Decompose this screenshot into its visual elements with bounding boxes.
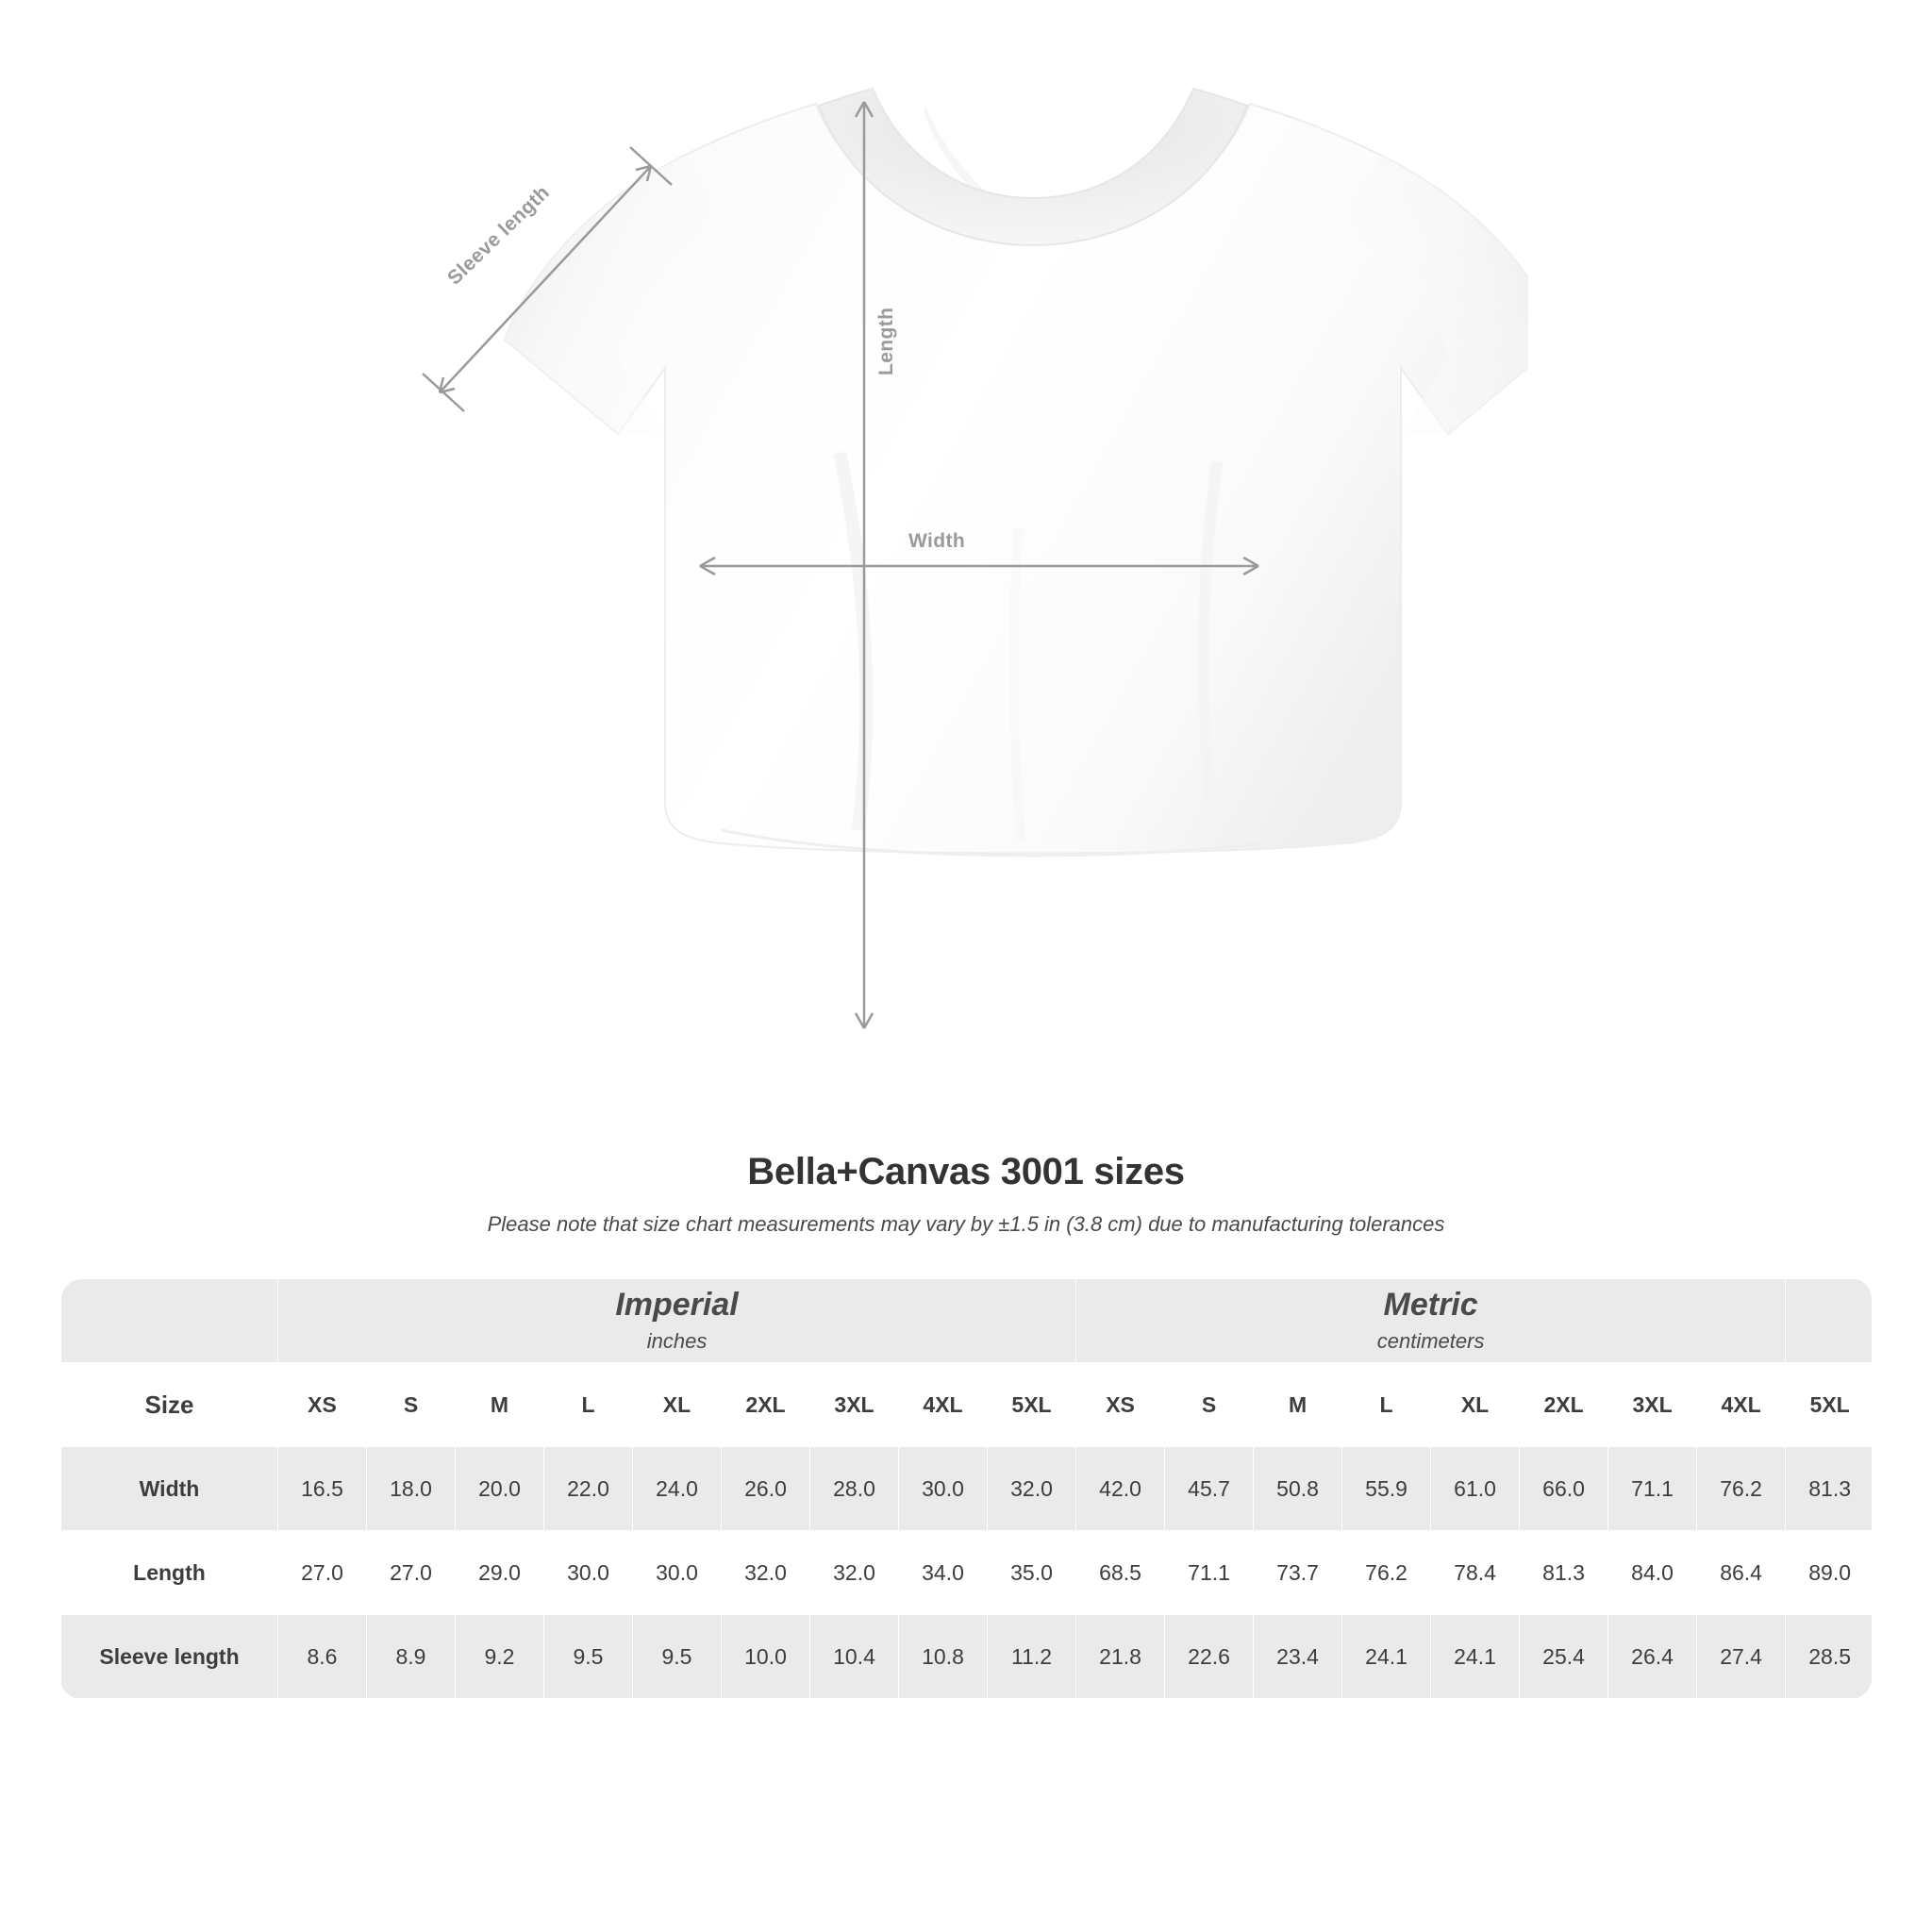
table-cell: 24.1 [1342, 1615, 1431, 1699]
size-table [60, 1278, 1872, 1699]
table-cell: 26.0 [722, 1447, 810, 1531]
table-cell: 21.8 [1076, 1615, 1165, 1699]
table-cell: 9.5 [633, 1615, 722, 1699]
table-row [61, 1615, 1873, 1699]
table-cell: 61.0 [1431, 1447, 1520, 1531]
table-cell: 9.2 [456, 1615, 544, 1699]
table-cell: 35.0 [988, 1531, 1076, 1615]
table-cell: 32.0 [722, 1531, 810, 1615]
size-cell: M [456, 1363, 544, 1447]
size-cell: 2XL [1520, 1363, 1608, 1447]
page-title: Bella+Canvas 3001 sizes [747, 1151, 1185, 1192]
size-cell: XL [1431, 1363, 1520, 1447]
table-cell: 32.0 [988, 1447, 1076, 1531]
tolerance-note: Please note that size chart measurements may vary by ±1.5 in (3.8 cm) due to manufacturing tolerances [487, 1212, 1445, 1236]
table-cell: 30.0 [633, 1531, 722, 1615]
table-cell: 81.3 [1520, 1531, 1608, 1615]
size-cell: L [1342, 1363, 1431, 1447]
table-cell: 22.0 [544, 1447, 633, 1531]
size-cell: 4XL [899, 1363, 988, 1447]
table-cell: 30.0 [899, 1447, 988, 1531]
table-cell: 10.8 [899, 1615, 988, 1699]
table-cell: 24.1 [1431, 1615, 1520, 1699]
table-cell: 78.4 [1431, 1531, 1520, 1615]
table-cell: 27.0 [367, 1531, 456, 1615]
imperial-title: Imperial [615, 1287, 739, 1324]
table-cell: 24.0 [633, 1447, 722, 1531]
table-row [61, 1531, 1873, 1615]
size-cell: XS [1076, 1363, 1165, 1447]
size-cell: 3XL [810, 1363, 899, 1447]
size-cell: M [1254, 1363, 1342, 1447]
table-cell: 45.7 [1165, 1447, 1254, 1531]
table-cell: 28.5 [1786, 1615, 1872, 1699]
table-cell: 30.0 [544, 1531, 633, 1615]
table-cell: 18.0 [367, 1447, 456, 1531]
metric-title: Metric [1383, 1287, 1478, 1324]
size-cell: XL [633, 1363, 722, 1447]
row-label: Length [61, 1531, 278, 1615]
table-cell: 34.0 [899, 1531, 988, 1615]
row-label: Sleeve length [61, 1615, 278, 1699]
table-cell: 86.4 [1697, 1531, 1786, 1615]
row-label: Width [61, 1447, 278, 1531]
table-cell: 76.2 [1697, 1447, 1786, 1531]
table-cell: 8.9 [367, 1615, 456, 1699]
size-cell: L [544, 1363, 633, 1447]
size-cell: 3XL [1608, 1363, 1697, 1447]
size-cell: 5XL [988, 1363, 1076, 1447]
size-cell: S [1165, 1363, 1254, 1447]
table-cell: 29.0 [456, 1531, 544, 1615]
size-cell: S [367, 1363, 456, 1447]
size-row [61, 1363, 1873, 1447]
table-cell: 11.2 [988, 1615, 1076, 1699]
size-cell: 4XL [1697, 1363, 1786, 1447]
table-cell: 66.0 [1520, 1447, 1608, 1531]
table-cell: 10.4 [810, 1615, 899, 1699]
table-row [61, 1447, 1873, 1531]
table-cell: 28.0 [810, 1447, 899, 1531]
size-cell: XS [278, 1363, 367, 1447]
table-cell: 16.5 [278, 1447, 367, 1531]
table-cell: 84.0 [1608, 1531, 1697, 1615]
table-cell: 32.0 [810, 1531, 899, 1615]
table-cell: 71.1 [1165, 1531, 1254, 1615]
metric-header-cell-end [1786, 1279, 1872, 1363]
table-cell: 89.0 [1786, 1531, 1872, 1615]
sleeve-length-label: Sleeve length [443, 181, 555, 290]
metric-header-cell [1076, 1279, 1786, 1363]
table-cell: 10.0 [722, 1615, 810, 1699]
table-cell: 27.0 [278, 1531, 367, 1615]
table-cell: 81.3 [1786, 1447, 1872, 1531]
table-cell: 22.6 [1165, 1615, 1254, 1699]
imperial-subtitle: inches [646, 1328, 708, 1353]
metric-subtitle: centimeters [1376, 1328, 1485, 1353]
size-row-label: Size [61, 1363, 278, 1447]
table-cell: 73.7 [1254, 1531, 1342, 1615]
table-cell: 26.4 [1608, 1615, 1697, 1699]
size-table-wrap [60, 1278, 1872, 1699]
unit-header-row [61, 1279, 1873, 1363]
table-cell: 9.5 [544, 1615, 633, 1699]
table-cell: 42.0 [1076, 1447, 1165, 1531]
tshirt-image [396, 57, 1528, 1057]
table-cell: 25.4 [1520, 1615, 1608, 1699]
length-label: Length [875, 307, 897, 375]
table-cell: 27.4 [1697, 1615, 1786, 1699]
tshirt-graphic [396, 57, 1528, 1057]
table-cell: 76.2 [1342, 1531, 1431, 1615]
chart-heading [0, 1151, 1932, 1237]
width-label: Width [908, 530, 966, 552]
table-cell: 23.4 [1254, 1615, 1342, 1699]
size-cell: 2XL [722, 1363, 810, 1447]
imperial-header-cell [278, 1279, 1076, 1363]
table-cell: 8.6 [278, 1615, 367, 1699]
table-cell: 68.5 [1076, 1531, 1165, 1615]
size-cell: 5XL [1786, 1363, 1872, 1447]
table-corner-cell [61, 1279, 278, 1363]
table-cell: 20.0 [456, 1447, 544, 1531]
table-cell: 55.9 [1342, 1447, 1431, 1531]
table-cell: 71.1 [1608, 1447, 1697, 1531]
table-cell: 50.8 [1254, 1447, 1342, 1531]
